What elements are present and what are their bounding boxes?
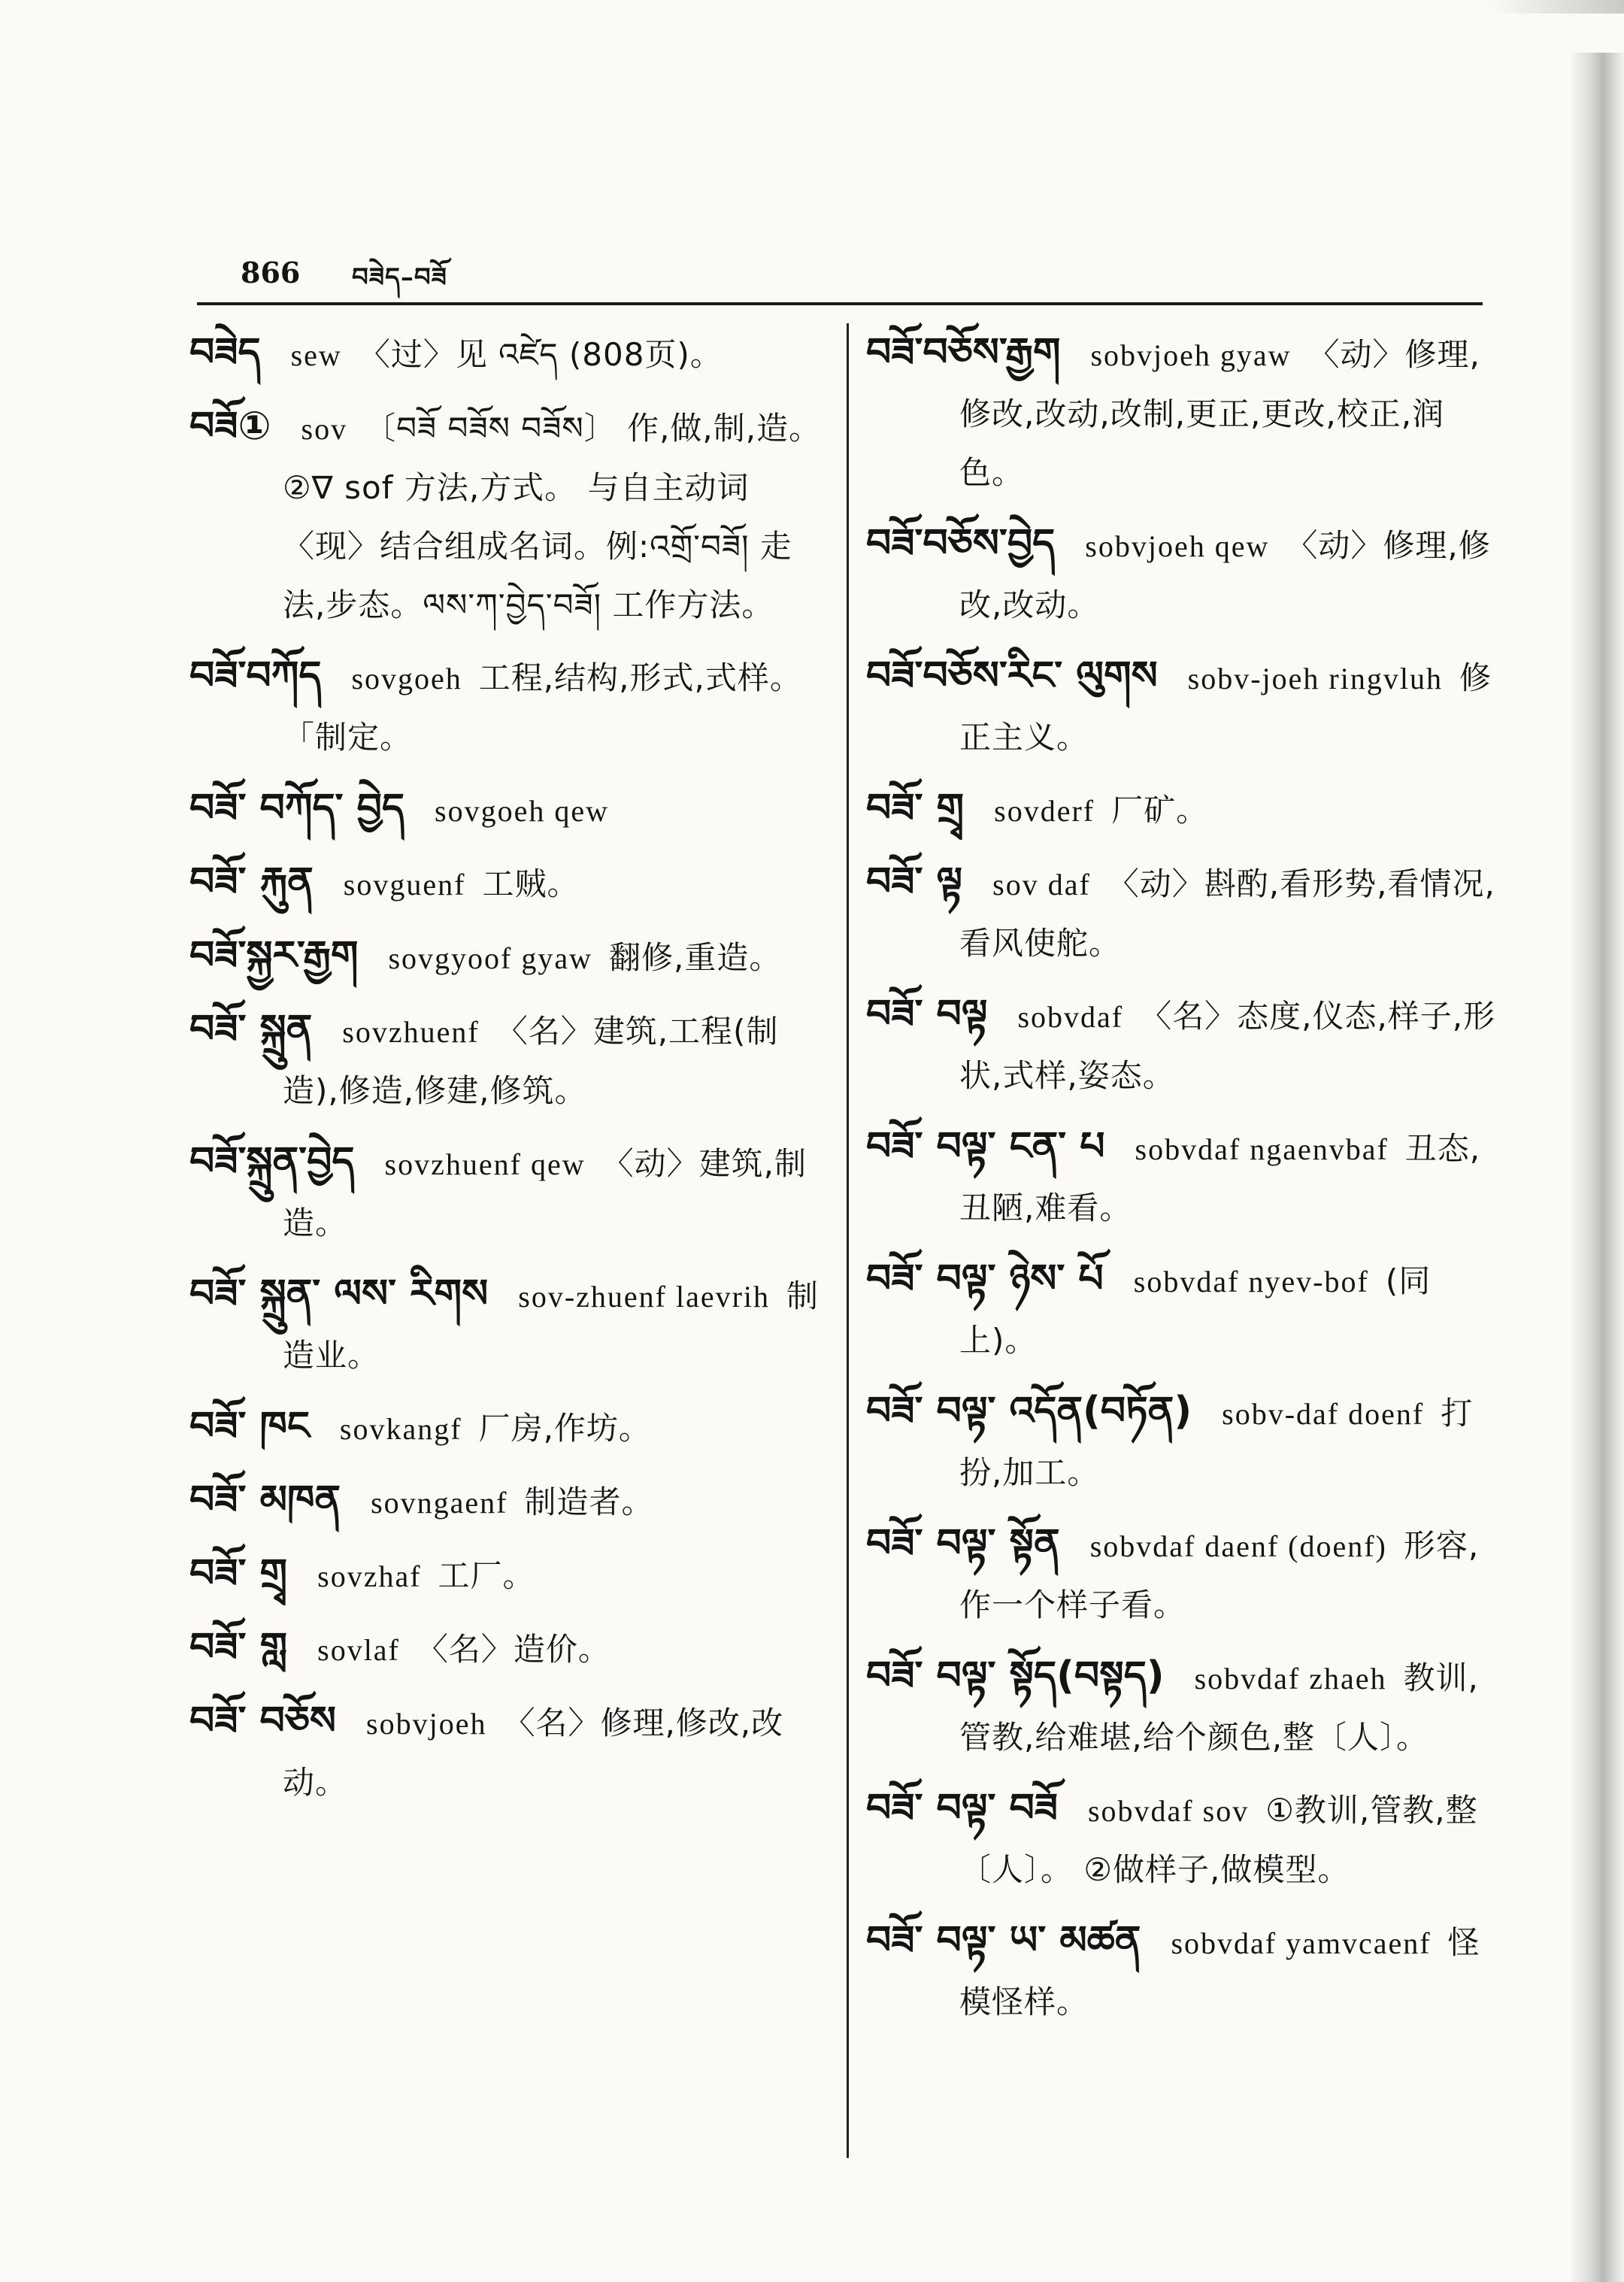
entry-headword: བཟོ་ བལྟ་ འདོན(བཏོན): [866, 1389, 1192, 1434]
column-divider: [847, 323, 849, 2158]
entry-romanization: sov daf: [992, 868, 1091, 902]
entry-definition: 工贼。: [482, 865, 580, 902]
dictionary-entry: [866, 1514, 1498, 1635]
entry-definition: ①教训,管教,整〔人〕。 ②做样子,做模型。: [959, 1792, 1478, 1888]
dictionary-entry: [866, 647, 1498, 767]
entry-headword: བཟོ་ བལྟ་ བཟོ: [866, 1786, 1058, 1831]
left-column: [189, 323, 829, 1824]
dictionary-entry: [866, 1250, 1498, 1370]
entry-romanization: sovderf: [994, 794, 1095, 828]
entry-definition: 〈过〉见 འཛེད (808页)。: [358, 336, 723, 373]
entry-headword: བཟོ་སྐྱར་རྒྱག: [189, 933, 359, 978]
dictionary-entry: [189, 926, 829, 988]
entry-romanization: sobvjoeh gyaw: [1090, 338, 1292, 372]
entry-definition: 制造者。: [524, 1483, 654, 1520]
entry-romanization: sovgoeh qew: [435, 794, 609, 828]
dictionary-entry: [866, 1647, 1498, 1767]
entry-definition: 〈动〉修理,修改,改动,改制,更正,更改,校正,润色。: [959, 336, 1480, 491]
entry-definition: 〈名〉态度,仪态,样子,形状,式样,姿态。: [959, 998, 1496, 1094]
entry-romanization: sobvdaf sov: [1087, 1794, 1250, 1828]
dictionary-entry: [866, 779, 1498, 841]
entry-headword: བཟོ་ བལྟ་ སྟོད(བསྟད): [866, 1653, 1165, 1699]
dictionary-entry: [866, 1117, 1498, 1238]
entry-headword: བཟོ་ གླ: [189, 1625, 288, 1670]
entry-romanization: sovkangf: [339, 1412, 462, 1446]
entry-headword: བཟོ་ བཅོས: [189, 1699, 337, 1744]
entry-definition: 打扮,加工。: [959, 1395, 1474, 1491]
entry-headword: བཟོ①: [189, 404, 271, 449]
entry-headword: བཟོ་ གྲྭ: [189, 1551, 288, 1596]
entry-headword: བཟོ་ ལྟ: [866, 859, 963, 905]
entry-headword: བཟོ་ བལྟ: [866, 992, 988, 1037]
dictionary-entry: [189, 853, 829, 914]
dictionary-entry: [189, 647, 829, 767]
entry-definition: 〈名〉造价。: [416, 1631, 611, 1668]
entry-definition: 翻修,重造。: [608, 939, 782, 976]
entry-definition: 丑态,丑陋,难看。: [959, 1130, 1481, 1226]
entry-definition: 〈动〉建筑,制造。: [283, 1145, 807, 1241]
entry-definition: 形容,作一个样子看。: [959, 1527, 1480, 1623]
entry-romanization: sovngaenf: [371, 1486, 508, 1520]
entry-definition: 教训,管教,给难堪,给个颜色,整〔人〕。: [959, 1659, 1479, 1756]
entry-romanization: sov: [301, 412, 348, 446]
page-header: [197, 248, 1483, 310]
entry-headword: བཟོ་སྐྲུན་བྱེད: [189, 1139, 355, 1184]
entry-headword: བཟོ་ ཁང: [189, 1404, 310, 1449]
entry-definition: 〈动〉斟酌,看形势,看情况,看风使舵。: [959, 865, 1495, 962]
entry-headword: བཟོ་བཀོད: [189, 653, 322, 699]
entry-headword: བཟོ་ བལྟ་ ཉེས་ པོ: [866, 1256, 1104, 1302]
entry-romanization: sovzhaf: [317, 1559, 422, 1593]
dictionary-entry: [189, 1544, 829, 1606]
entry-romanization: sovguenf: [343, 868, 466, 902]
entry-romanization: sovzhuenf qew: [384, 1147, 586, 1181]
entry-headword: བཟོ་བཅོས་རིང་ ལུགས: [866, 653, 1158, 699]
page-edge: [1571, 53, 1624, 2282]
dictionary-entry: [866, 323, 1498, 502]
dictionary-entry: [189, 1000, 829, 1120]
dictionary-entry: [189, 1692, 829, 1812]
entry-headword: བཟོ་བཅོས་རྒྱག: [866, 330, 1061, 375]
header-rule: [197, 302, 1483, 305]
entry-headword: བཟོ་ སྐྲུན: [189, 1007, 313, 1052]
dictionary-entry: [189, 1471, 829, 1532]
running-head: བཟེད–བཟོ: [352, 262, 448, 292]
entry-romanization: sobv-joeh ringvluh: [1187, 662, 1443, 696]
dictionary-entry: [866, 1911, 1498, 2032]
entry-romanization: sobv-daf doenf: [1222, 1397, 1425, 1431]
entry-definition: 工程,结构,形式,式样。 「制定。: [283, 659, 802, 756]
entry-romanization: sovgyoof gyaw: [388, 941, 592, 975]
dictionary-entry: [866, 514, 1498, 635]
entry-headword: བཟོ་ བཀོད་ བྱེད: [189, 786, 405, 831]
dictionary-entry: [189, 397, 829, 635]
dictionary-entry: [189, 1132, 829, 1253]
dictionary-entry: [189, 779, 829, 841]
entry-definition: 〈名〉建筑,工程(制造),修造,修建,修筑。: [283, 1013, 779, 1109]
entry-definition: 修正主义。: [959, 659, 1492, 756]
right-column: [866, 323, 1498, 2044]
entry-definition: (同上)。: [959, 1262, 1432, 1359]
entry-headword: བཟོ་ བལྟ་ ཡ་ མཚན: [866, 1918, 1141, 1963]
entry-definition: 制造业。: [283, 1277, 820, 1374]
dictionary-entry: [189, 1397, 829, 1459]
entry-definition: 厂矿。: [1111, 792, 1209, 829]
entry-headword: བཟོ་ བལྟ་ ངན་ པ: [866, 1124, 1105, 1169]
entry-definition: 工厂。: [438, 1557, 535, 1594]
entry-romanization: sobvjoeh: [366, 1707, 487, 1741]
entry-definition: 〈名〉修理,修改,改动。: [283, 1705, 784, 1801]
entry-headword: བཟོ་ སྐྲུན་ ལས་ རིགས: [189, 1271, 489, 1317]
entry-romanization: sov-zhuenf laevrih: [518, 1280, 771, 1314]
entry-romanization: sobvdaf: [1017, 1000, 1124, 1034]
entry-romanization: sobvdaf yamvcaenf: [1171, 1926, 1432, 1960]
page-edge-top: [1489, 0, 1624, 14]
entry-definition: 〈动〉修理,修改,改动。: [959, 527, 1491, 623]
dictionary-entry: [866, 1382, 1498, 1502]
entry-headword: བཟོ་ བལྟ་ སྟོན: [866, 1521, 1060, 1566]
entry-romanization: sobvdaf ngaenvbaf: [1135, 1132, 1389, 1166]
entry-romanization: sew: [290, 338, 342, 372]
dictionary-entry: [866, 1779, 1498, 1899]
dictionary-entry: [189, 323, 829, 385]
entry-headword: བཟེད: [189, 330, 261, 375]
entry-romanization: sobvdaf zhaeh: [1194, 1662, 1387, 1696]
entry-definition: 怪模怪样。: [959, 1924, 1480, 2020]
entry-definition: 〔བཟོ བཟོས བཟོས〕 作,做,制,造。 ②∇ sof 方法,方式。 与自主动词〈现〉结合组成名词。例:འགྲོ་བཟོ། 走法,步态。ལས་ཀ་བྱེད་བཟོ། 工作方法。: [283, 410, 822, 623]
entry-romanization: sovlaf: [317, 1633, 400, 1667]
page-number: 866: [241, 256, 301, 289]
entry-headword: བཟོ་ གྲྭ: [866, 786, 965, 831]
entry-definition: 厂房,作坊。: [478, 1410, 651, 1447]
entry-romanization: sobvdaf nyev-bof: [1133, 1265, 1369, 1299]
dictionary-entry: [189, 1618, 829, 1680]
entry-headword: བཟོ་ རྐུན: [189, 859, 314, 905]
entry-romanization: sovzhuenf: [342, 1015, 480, 1049]
entry-headword: བཟོ་བཅོས་བྱེད: [866, 521, 1056, 566]
entry-headword: བཟོ་ མཁན: [189, 1477, 341, 1523]
dictionary-entry: [189, 1265, 829, 1385]
entry-romanization: sobvjoeh qew: [1085, 529, 1270, 563]
entry-romanization: sovgoeh: [351, 662, 462, 696]
entry-romanization: sobvdaf daenf (doenf): [1089, 1529, 1387, 1563]
dictionary-entry: [866, 853, 1498, 973]
dictionary-entry: [866, 985, 1498, 1105]
